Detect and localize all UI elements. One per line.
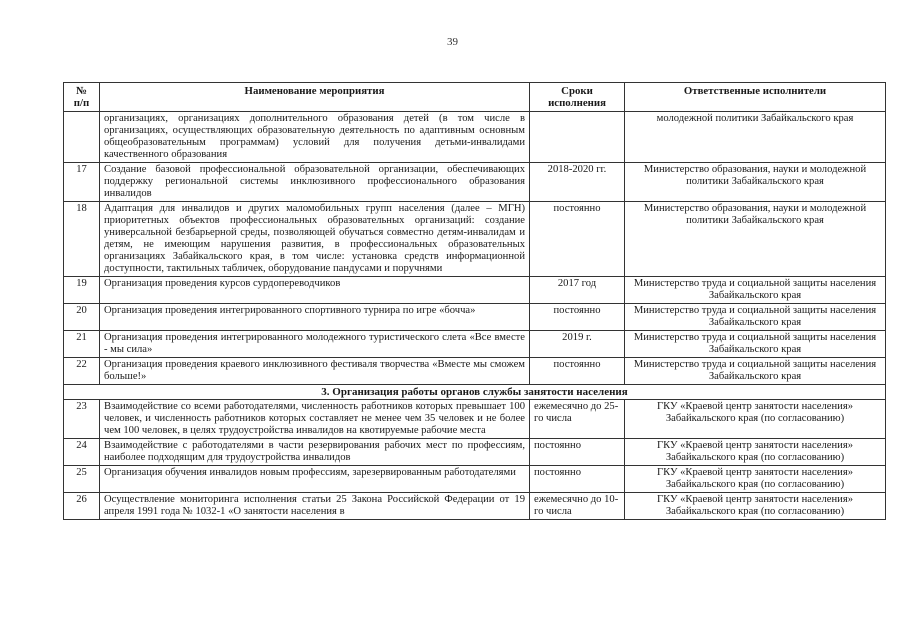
row-measure-name: Осуществление мониторинга исполнения статьи 25 Закона Российской Федерации от 19 апреля 1991 года № 1032-1 «О занятости населения в [100, 493, 530, 520]
row-number: 18 [64, 202, 100, 277]
row-number: 25 [64, 466, 100, 493]
row-number: 24 [64, 439, 100, 466]
row-term: ежемесячно до 10-го числа [530, 493, 625, 520]
row-measure-name: организациях, организациях дополнительного образования детей (в том числе в организациях, осуществляющих образовательную деятельность по адаптивным основным общеобразовательным программам) условий для получения детьми-инвалидами качественного образования [100, 112, 530, 163]
row-term: 2017 год [530, 277, 625, 304]
header-resp: Ответственные исполнители [625, 83, 886, 112]
row-measure-name: Адаптация для инвалидов и других маломобильных групп населения (далее – МГН) приоритетных объектов профессиональных образовательных организаций: создание универсальной безбарьерной среды, позволяющей обучаться совместно детям-инвалидам и детям, не имеющим нарушения развития, в профессиональных образовательных организациях Забайкальского края, в том числе: установка средств информационной доступности, тактильных табличек, оборудование пандусами и поручнями [100, 202, 530, 277]
table-row [64, 358, 886, 385]
row-number: 21 [64, 331, 100, 358]
row-term: постоянно [530, 304, 625, 331]
row-number: 22 [64, 358, 100, 385]
row-number: 23 [64, 400, 100, 439]
table-row [64, 277, 886, 304]
header-name: Наименование мероприятия [100, 83, 530, 112]
table-row [64, 163, 886, 202]
table-row [64, 304, 886, 331]
row-number [64, 112, 100, 163]
measures-table [63, 82, 886, 520]
row-number: 19 [64, 277, 100, 304]
row-term [530, 112, 625, 163]
row-measure-name: Создание базовой профессиональной образовательной организации, обеспечивающих поддержку региональной системы инклюзивного профессионального образования инвалидов [100, 163, 530, 202]
header-num: № п/п [64, 83, 100, 112]
row-responsible: молодежной политики Забайкальского края [625, 112, 886, 163]
row-term: 2018-2020 гг. [530, 163, 625, 202]
table-header-row [64, 83, 886, 112]
row-term: постоянно [530, 466, 625, 493]
row-term: постоянно [530, 358, 625, 385]
row-responsible: Министерство труда и социальной защиты населения Забайкальского края [625, 304, 886, 331]
row-responsible: Министерство образования, науки и молодежной политики Забайкальского края [625, 163, 886, 202]
row-measure-name: Организация проведения интегрированного молодежного туристического слета «Все вместе - мы сила» [100, 331, 530, 358]
row-number: 26 [64, 493, 100, 520]
row-term: постоянно [530, 439, 625, 466]
table-row [64, 112, 886, 163]
table-row [64, 400, 886, 439]
row-measure-name: Взаимодействие с работодателями в части резервирования рабочих мест по профессиям, наиболее подходящим для трудоустройства инвалидов [100, 439, 530, 466]
table-row [64, 466, 886, 493]
row-responsible: ГКУ «Краевой центр занятости населения» Забайкальского края (по согласованию) [625, 493, 886, 520]
row-responsible: ГКУ «Краевой центр занятости населения» Забайкальского края (по согласованию) [625, 466, 886, 493]
row-measure-name: Организация проведения краевого инклюзивного фестиваля творчества «Вместе мы сможем больше!» [100, 358, 530, 385]
table-row [64, 439, 886, 466]
table-row [64, 493, 886, 520]
table-row [64, 202, 886, 277]
row-measure-name: Организация проведения интегрированного спортивного турнира по игре «бочча» [100, 304, 530, 331]
row-term: 2019 г. [530, 331, 625, 358]
row-responsible: ГКУ «Краевой центр занятости населения» Забайкальского края (по согласованию) [625, 400, 886, 439]
header-term: Сроки исполнения [530, 83, 625, 112]
row-responsible: Министерство образования, науки и молодежной политики Забайкальского края [625, 202, 886, 277]
row-term: ежемесячно до 25-го числа [530, 400, 625, 439]
row-measure-name: Взаимодействие со всеми работодателями, численность работников которых превышает 100 человек, и численность работников которых составляет не менее чем 35 человек и не более чем 100 человек, в целях трудоустройства инвалидов на квотируемые рабочие места [100, 400, 530, 439]
section-row [64, 385, 886, 400]
row-responsible: ГКУ «Краевой центр занятости населения» Забайкальского края (по согласованию) [625, 439, 886, 466]
table-row [64, 331, 886, 358]
row-measure-name: Организация обучения инвалидов новым профессиям, зарезервированным работодателями [100, 466, 530, 493]
section-title: 3. Организация работы органов службы занятости населения [64, 385, 886, 400]
row-responsible: Министерство труда и социальной защиты населения Забайкальского края [625, 331, 886, 358]
page-number: 39 [447, 36, 458, 48]
row-number: 20 [64, 304, 100, 331]
row-responsible: Министерство труда и социальной защиты населения Забайкальского края [625, 358, 886, 385]
row-measure-name: Организация проведения курсов сурдопереводчиков [100, 277, 530, 304]
row-responsible: Министерство труда и социальной защиты населения Забайкальского края [625, 277, 886, 304]
row-term: постоянно [530, 202, 625, 277]
row-number: 17 [64, 163, 100, 202]
